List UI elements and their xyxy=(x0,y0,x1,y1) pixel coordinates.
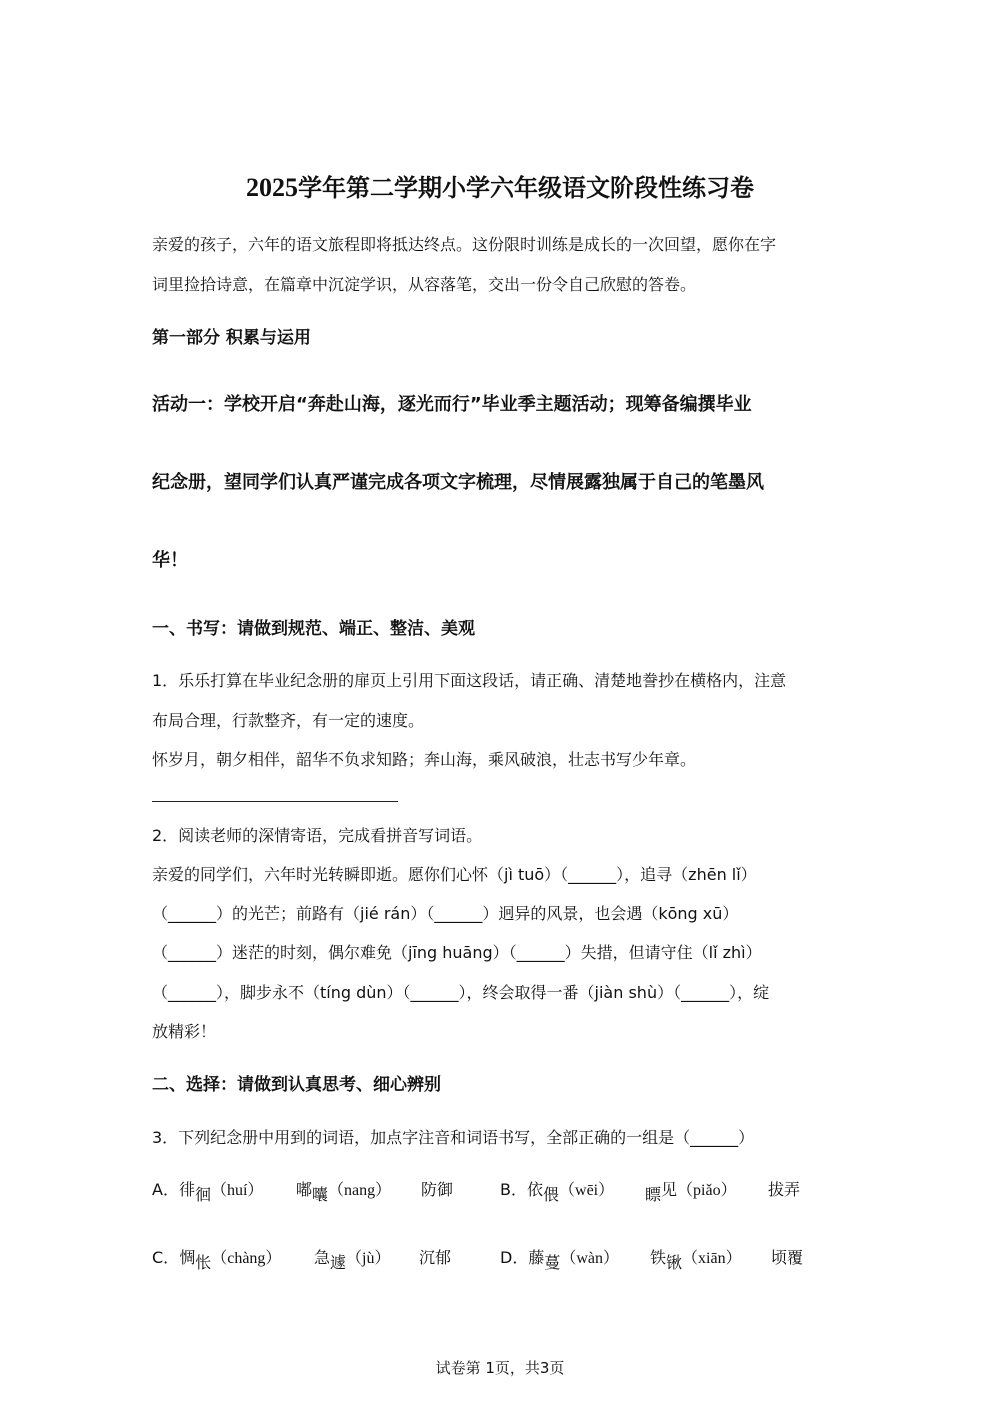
activity-line-1: 活动一：学校开启“奔赴山海，逐光而行”毕业季主题活动；现筹备编撰毕业 xyxy=(152,394,752,415)
option-b-word-3: 拔弄 xyxy=(768,1180,801,1199)
option-d-word-2: 铁锹（xiān） xyxy=(650,1248,742,1272)
question-1-line-1: 1．乐乐打算在毕业纪念册的扉页上引用下面这段话，请正确、清楚地誊抄在横格内，注意 xyxy=(152,671,787,690)
option-b-word-2: 瞟见（piǎo） xyxy=(645,1180,737,1204)
intro-line-1: 亲爱的孩子，六年的语文旅程即将抵达终点。这份限时训练是成长的一次回望，愿你在字 xyxy=(152,235,777,254)
question-2-line-6: 放精彩！ xyxy=(152,1022,217,1041)
activity-line-2: 纪念册，望同学们认真严谨完成各项文字梳理，尽情展露独属于自己的笔墨风 xyxy=(152,472,764,493)
intro-line-2: 词里捡拾诗意，在篇章中沉淀学识，从容落笔，交出一份令自己欣慰的答卷。 xyxy=(152,275,697,294)
option-a-word-2: 嘟囔（nang） xyxy=(296,1180,392,1204)
page-footer: 试卷第 1页，共3页 xyxy=(435,1359,565,1377)
section-two-heading: 二、选择：请做到认真思考、细心辨别 xyxy=(152,1075,441,1095)
question-1-quote: 怀岁月，朝夕相伴，韶华不负求知路；奔山海，乘风破浪，壮志书写少年章。 xyxy=(152,750,697,769)
option-d[interactable]: D．藤蔓（wàn） xyxy=(500,1248,620,1272)
option-letter: A． xyxy=(152,1180,179,1199)
question-3-stem: 3．下列纪念册中用到的词语，加点字注音和词语书写，全部正确的一组是（______） xyxy=(152,1128,755,1147)
option-letter: D． xyxy=(500,1248,529,1267)
title-text: 学年第二学期小学六年级语文阶段性练习卷 xyxy=(298,174,754,202)
page-title xyxy=(0,168,1000,203)
question-2-line-4: （______）迷茫的时刻，偶尔难免（jīng huāng）（______）失措，但请守住（lǐ zhì） xyxy=(152,943,762,962)
option-b[interactable]: B．依偎（wēi） xyxy=(500,1180,615,1204)
option-c[interactable]: C．惆怅（chàng） xyxy=(152,1248,282,1272)
question-2-line-2: 亲爱的同学们，六年时光转瞬即逝。愿你们心怀（jì tuō）（______），追寻（zhēn lǐ） xyxy=(152,865,757,884)
question-2-line-1: 2．阅读老师的深情寄语，完成看拼音写词语。 xyxy=(152,826,483,845)
title-year: 2025 xyxy=(246,173,298,202)
option-c-word-2: 急遽（jù） xyxy=(314,1248,391,1272)
option-letter: C． xyxy=(152,1248,180,1267)
section-one-heading: 一、书写：请做到规范、端正、整洁、美观 xyxy=(152,619,475,639)
question-2-line-3: （______）的光芒；前路有（jié rán）（______）迥异的风景，也会遇（kōng xū） xyxy=(152,904,739,923)
option-a-word-3: 防御 xyxy=(421,1180,454,1199)
option-d-word-3: 顷覆 xyxy=(771,1248,804,1267)
writing-line[interactable] xyxy=(152,801,398,802)
option-a[interactable]: A．徘徊（huí） xyxy=(152,1180,264,1204)
part-one-heading: 第一部分 积累与运用 xyxy=(152,328,311,348)
question-1-line-2: 布局合理，行款整齐，有一定的速度。 xyxy=(152,711,425,730)
option-c-word-3: 沉郁 xyxy=(419,1248,452,1267)
activity-line-3: 华！ xyxy=(152,550,188,571)
question-2-line-5: （______），脚步永不（tíng dùn）（______），终会取得一番（jiàn shù）（______），绽 xyxy=(152,983,770,1002)
option-letter: B． xyxy=(500,1180,527,1199)
